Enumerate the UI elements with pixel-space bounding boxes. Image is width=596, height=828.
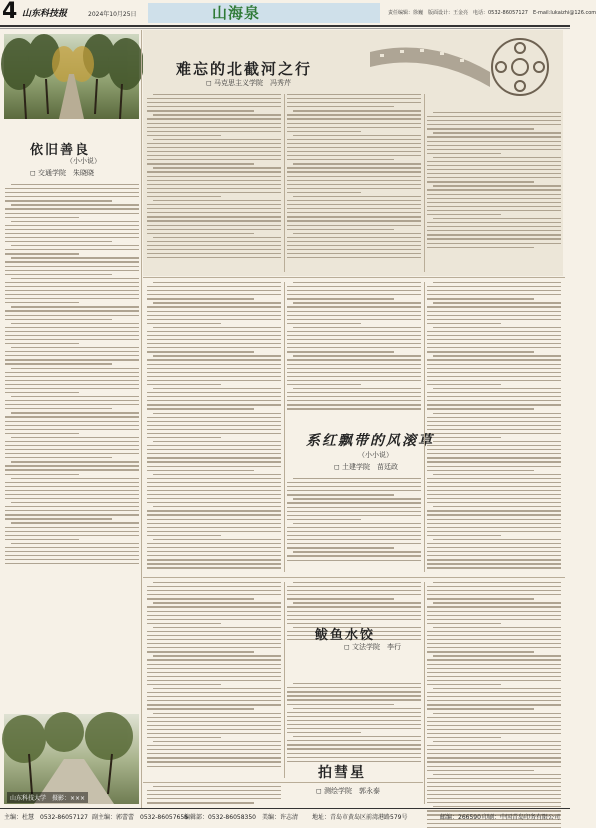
article-byline-dumpling: ◻ 文法学院 李行 [344,643,402,651]
header-rule [0,25,570,27]
article-subtitle-ribbon: （小小说） [358,451,393,459]
section-rule-3 [143,782,423,783]
tree-lined-road-illustration [4,34,139,119]
supplement-title: 山海泉 [212,4,261,22]
article-title-ribbon: 系红飘带的风滚草 [306,433,434,449]
article-title-film: 难忘的北截河之行 [176,60,313,78]
article-byline-film: ◻ 马克思主义学院 冯秀芹 [206,79,292,87]
street-tree-photo [4,34,139,119]
article-subtitle-old-kindness: （小小说） [66,157,101,165]
section-rule-1 [143,277,565,278]
footer-printer: 印刷：中国青岛印务有限公司 [482,814,561,821]
article-title-snow: 拍彗星 [318,765,366,781]
column-ribbon-body [287,478,421,572]
footer-deputy-editor: 副主编：郭蕾蕾 0532-86057656 [92,814,188,821]
page-number: 4 [2,0,18,24]
column-old-kindness-body [5,184,139,660]
article-byline-snow: ◻ 测绘学院 郭永泰 [316,787,381,795]
column-mid-1 [147,282,281,572]
footer-address: 地址：青岛市黄岛区前湾港路579号 [312,814,408,821]
column-divider-film-2 [424,94,425,272]
footer-editor-chief: 主编：杜慧 0532-86057127 [4,814,88,821]
header-staff-info: 责任编辑：徐巍 版面设计：王金亮 电话：0532-86057127 E-mail:lukaizhi@126.com [388,10,596,16]
column-divider-low-2 [424,582,425,804]
column-low-2 [287,582,421,778]
article-title-dumpling: 鲅鱼水饺 [315,628,376,643]
header-rule-thin [0,28,570,29]
column-film-body-2 [287,94,421,272]
column-low-3 [427,582,561,804]
footer-art-editor: 美编：许志清 [262,814,299,821]
column-film-body-3 [427,112,561,272]
column-mid-2 [287,282,421,424]
paper-name: 山东科技报 [22,9,68,19]
column-divider-left [141,30,142,808]
column-divider-film-1 [284,94,285,272]
page-footer [0,808,570,821]
section-rule-2 [143,577,565,578]
column-divider-low-1 [284,582,285,778]
photo-caption: 山东科技大学 摄影：××× [7,792,88,803]
article-title-old-kindness: 依旧善良 [30,143,91,158]
issue-date: 2024年10月25日 [88,11,137,18]
campus-road-illustration [4,714,139,804]
page-header [0,0,596,28]
column-snow-body [147,786,281,806]
footer-postcode: 邮编：266590 [440,814,481,821]
campus-road-photo [4,714,139,804]
article-byline-ribbon: ◻ 土建学院 苗廷政 [334,463,399,471]
column-film-body-1 [147,94,281,272]
column-low-1 [147,582,281,778]
column-divider-mid-2 [424,282,425,572]
column-mid-3 [427,282,561,572]
supplement-banner [148,3,380,23]
footer-editorial-office: 编辑部：0532-86058350 [184,814,256,821]
article-byline-old-kindness: ◻ 交通学院 朱晓晓 [30,169,95,177]
column-divider-mid-1 [284,282,285,572]
